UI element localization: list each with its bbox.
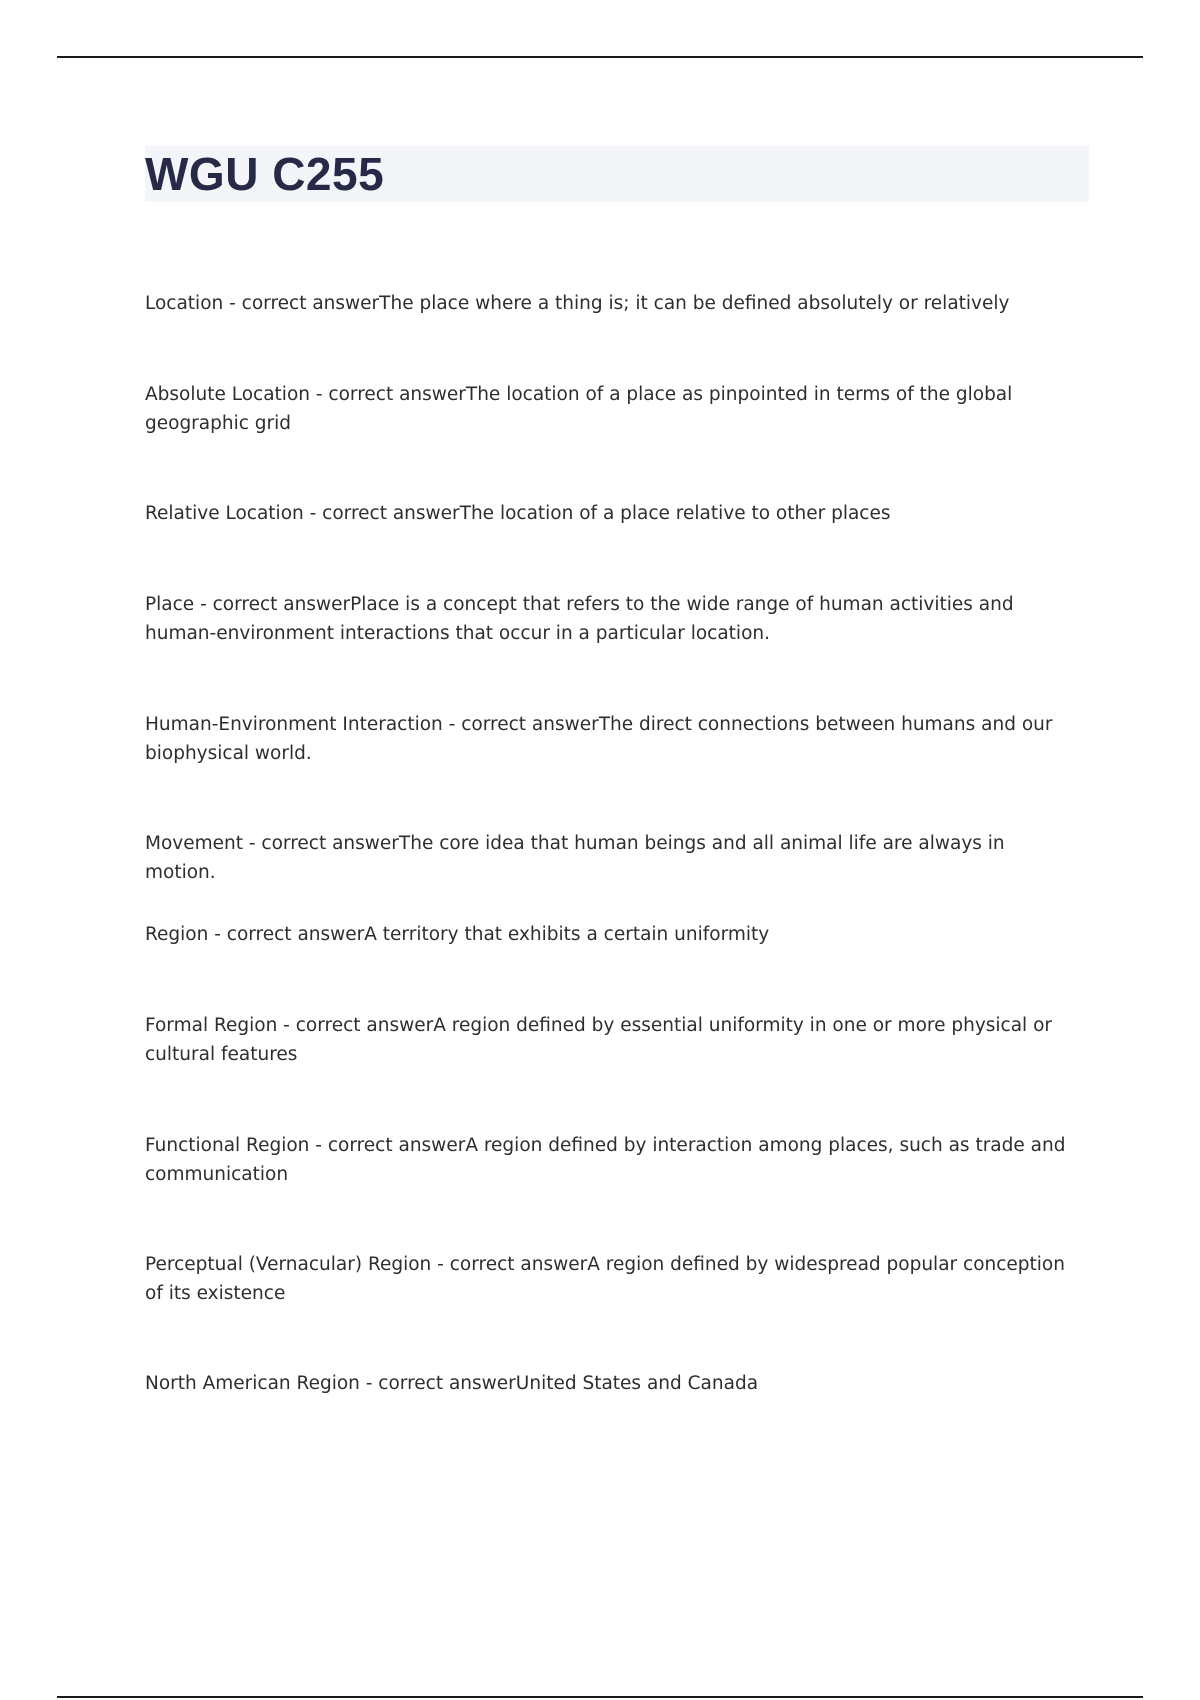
entry-answer-marker: - correct answer (243, 833, 399, 854)
entry-answer-marker: - correct answer (223, 293, 380, 314)
entry-term: Formal Region (145, 1015, 278, 1036)
entry-definition: Place is a concept that refers to the wide range of human activities and human-environment interactions that occur in a particular location. (145, 594, 1014, 644)
entry-term: Region (145, 924, 209, 945)
entry-definition: The core idea that human beings and all animal life are always in motion. (145, 833, 1005, 883)
entry-term: Functional Region (145, 1135, 310, 1156)
entry-answer-marker: - correct answer (303, 503, 460, 524)
entry-definition: A territory that exhibits a certain uniformity (364, 924, 770, 945)
flashcard-entry (145, 710, 1080, 768)
flashcard-entry (145, 289, 1080, 318)
entry-answer-marker: - correct answer (309, 384, 466, 405)
flashcard-entry (145, 499, 1080, 528)
entry-answer-marker: - correct answer (277, 1015, 434, 1036)
entry-definition: The location of a place as pinpointed in terms of the global geographic grid (145, 384, 1013, 434)
entry-answer-marker: - correct answer (431, 1254, 588, 1275)
entry-term: Movement (145, 833, 243, 854)
entry-definition: A region defined by interaction among places, such as trade and communication (145, 1135, 1066, 1185)
flashcard-entry (145, 380, 1080, 438)
entry-term: Relative Location (145, 503, 304, 524)
flashcard-entry (145, 920, 1080, 949)
entry-answer-marker: - correct answer (208, 924, 365, 945)
entry-term: Perceptual (Vernacular) Region (145, 1254, 432, 1275)
bottom-rule (57, 1696, 1143, 1698)
entry-term: Human-Environment Interaction (145, 714, 443, 735)
entry-answer-marker: - correct answer (359, 1373, 516, 1394)
entry-definition: The location of a place relative to other places (459, 503, 891, 524)
entry-answer-marker: - correct answer (194, 594, 351, 615)
entry-definition: A region defined by widespread popular conception of its existence (145, 1254, 1065, 1304)
entry-answer-marker: - correct answer (309, 1135, 466, 1156)
entry-answer-marker: - correct answer (442, 714, 599, 735)
entry-term: Absolute Location (145, 384, 310, 405)
page-title: WGU C255 (145, 148, 385, 200)
entry-definition: The place where a thing is; it can be defined absolutely or relatively (379, 293, 1010, 314)
flashcard-entry (145, 1011, 1080, 1069)
flashcard-entry (145, 1131, 1080, 1189)
entry-definition: The direct connections between humans and our biophysical world. (145, 714, 1053, 764)
entry-term: Place (145, 594, 195, 615)
flashcard-entry (145, 829, 1080, 887)
title-band (145, 146, 1089, 202)
flashcard-entry (145, 590, 1080, 648)
flashcard-entry (145, 1250, 1080, 1308)
top-rule (57, 56, 1143, 58)
entry-term: Location (145, 293, 224, 314)
flashcard-entry (145, 1369, 1080, 1398)
entry-term: North American Region (145, 1373, 360, 1394)
entry-definition: A region defined by essential uniformity in one or more physical or cultural features (145, 1015, 1052, 1065)
entry-definition: United States and Canada (515, 1373, 759, 1394)
